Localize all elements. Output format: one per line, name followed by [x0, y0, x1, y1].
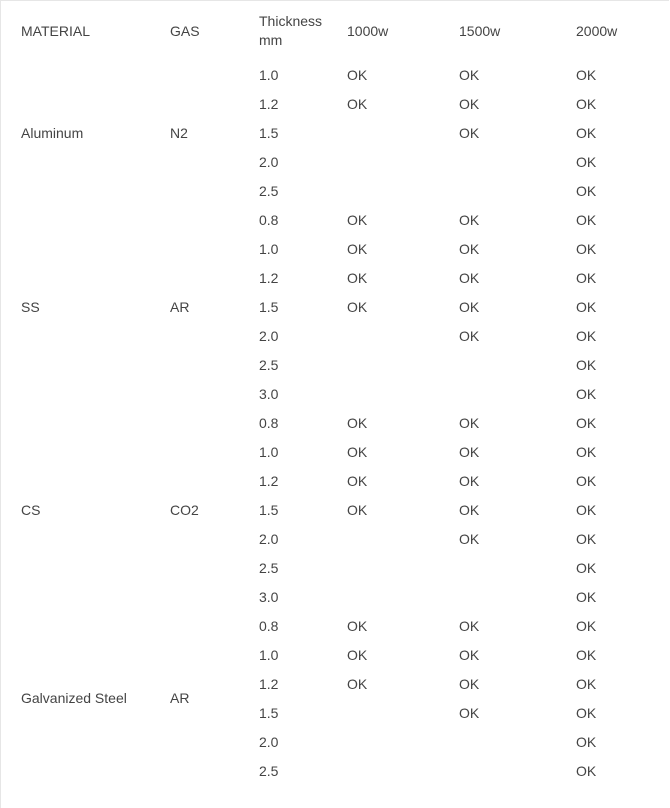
power-1500w-cell: OK	[459, 472, 480, 489]
thickness-cell: 2.5	[259, 762, 279, 779]
power-1500w-cell: OK	[459, 95, 480, 112]
thickness-cell: 0.8	[259, 414, 279, 431]
power-1500w-cell: OK	[459, 617, 480, 634]
cutting-capability-table	[12, 11, 662, 785]
thickness-cell: 0.8	[259, 617, 279, 634]
table-body	[12, 51, 662, 785]
power-1000w-cell: OK	[347, 472, 368, 489]
power-1000w-cell: OK	[347, 211, 368, 228]
power-1000w-cell: OK	[347, 617, 368, 634]
power-1500w-cell: OK	[459, 66, 480, 83]
power-1000w-cell: OK	[347, 269, 368, 286]
power-2000w-cell: OK	[576, 153, 597, 170]
header-thickness: Thickness mm	[259, 13, 323, 48]
power-1000w-cell	[338, 118, 450, 147]
power-1000w-cell: OK	[347, 66, 368, 83]
power-2000w-cell: OK	[576, 298, 597, 315]
power-1000w-cell	[338, 524, 450, 553]
thickness-cell: 1.0	[259, 240, 279, 257]
thickness-cell: 2.5	[259, 559, 279, 576]
gas-cell: CO2	[170, 501, 199, 518]
power-2000w-cell: OK	[576, 269, 597, 286]
power-1000w-cell: OK	[347, 675, 368, 692]
thickness-cell: 1.2	[259, 472, 279, 489]
power-2000w-cell: OK	[576, 501, 597, 518]
power-1000w-cell	[338, 756, 450, 785]
thickness-cell: 1.2	[259, 95, 279, 112]
power-1000w-cell	[338, 350, 450, 379]
thickness-cell: 0.8	[259, 211, 279, 228]
power-2000w-cell: OK	[576, 733, 597, 750]
material-cell: CS	[21, 501, 41, 518]
power-2000w-cell: OK	[576, 762, 597, 779]
power-2000w-cell: OK	[576, 414, 597, 431]
power-2000w-cell: OK	[576, 211, 597, 228]
power-1000w-cell	[338, 321, 450, 350]
power-1500w-cell: OK	[459, 414, 480, 431]
power-1500w-cell	[450, 147, 567, 176]
header-2000w: 2000w	[576, 23, 618, 39]
thickness-cell: 1.5	[259, 704, 279, 721]
thickness-cell: 3.0	[259, 588, 279, 605]
table-header	[12, 11, 662, 51]
power-1500w-cell: OK	[459, 704, 480, 721]
power-1500w-cell: OK	[459, 501, 480, 518]
header-spacer	[12, 51, 662, 60]
power-1500w-cell: OK	[459, 124, 480, 141]
thickness-cell: 1.2	[259, 675, 279, 692]
power-1500w-cell: OK	[459, 211, 480, 228]
power-2000w-cell: OK	[576, 240, 597, 257]
thickness-cell: 1.0	[259, 646, 279, 663]
power-1500w-cell: OK	[459, 530, 480, 547]
header-1000w: 1000w	[347, 23, 389, 39]
header-gas: GAS	[170, 23, 200, 39]
table-row	[12, 60, 662, 89]
power-1500w-cell	[450, 176, 567, 205]
power-1000w-cell	[338, 176, 450, 205]
power-1000w-cell	[338, 379, 450, 408]
power-2000w-cell: OK	[576, 356, 597, 373]
power-1000w-cell: OK	[347, 646, 368, 663]
power-2000w-cell: OK	[576, 385, 597, 402]
power-2000w-cell: OK	[576, 472, 597, 489]
header-row	[12, 11, 662, 51]
power-2000w-cell: OK	[576, 124, 597, 141]
header-1500w: 1500w	[459, 23, 501, 39]
table-row	[12, 611, 662, 640]
material-cell: SS	[21, 298, 40, 315]
power-1500w-cell: OK	[459, 269, 480, 286]
power-2000w-cell: OK	[576, 66, 597, 83]
power-1500w-cell	[450, 553, 567, 582]
power-1500w-cell	[450, 727, 567, 756]
thickness-cell: 1.0	[259, 66, 279, 83]
power-1500w-cell: OK	[459, 443, 480, 460]
power-2000w-cell: OK	[576, 327, 597, 344]
power-1500w-cell	[450, 756, 567, 785]
power-1000w-cell	[338, 553, 450, 582]
power-2000w-cell: OK	[576, 530, 597, 547]
power-1500w-cell: OK	[459, 240, 480, 257]
thickness-cell: 2.0	[259, 153, 279, 170]
thickness-cell: 1.0	[259, 443, 279, 460]
power-1000w-cell: OK	[347, 298, 368, 315]
thickness-cell: 2.5	[259, 182, 279, 199]
power-1000w-cell	[338, 727, 450, 756]
power-2000w-cell: OK	[576, 704, 597, 721]
material-cell: Aluminum	[21, 124, 84, 141]
power-2000w-cell: OK	[576, 443, 597, 460]
gas-cell: AR	[170, 298, 190, 315]
thickness-cell: 1.5	[259, 124, 279, 141]
thickness-cell: 2.0	[259, 530, 279, 547]
table-row	[12, 205, 662, 234]
power-2000w-cell: OK	[576, 559, 597, 576]
power-1000w-cell	[338, 698, 450, 727]
power-1000w-cell: OK	[347, 501, 368, 518]
table-row	[12, 408, 662, 437]
power-1500w-cell: OK	[459, 675, 480, 692]
thickness-cell: 2.0	[259, 327, 279, 344]
thickness-cell: 3.0	[259, 385, 279, 402]
power-1500w-cell: OK	[459, 646, 480, 663]
power-2000w-cell: OK	[576, 617, 597, 634]
power-1000w-cell: OK	[347, 414, 368, 431]
gas-cell: AR	[170, 690, 190, 706]
power-1500w-cell	[450, 350, 567, 379]
power-2000w-cell: OK	[576, 675, 597, 692]
power-1500w-cell: OK	[459, 298, 480, 315]
power-2000w-cell: OK	[576, 182, 597, 199]
power-1500w-cell	[450, 379, 567, 408]
thickness-cell: 1.5	[259, 298, 279, 315]
material-cell: Galvanized Steel	[21, 690, 127, 706]
gas-cell: N2	[170, 124, 188, 141]
thickness-cell: 2.0	[259, 733, 279, 750]
power-1500w-cell: OK	[459, 327, 480, 344]
power-2000w-cell: OK	[576, 588, 597, 605]
power-1000w-cell	[338, 147, 450, 176]
power-1000w-cell: OK	[347, 240, 368, 257]
thickness-cell: 2.5	[259, 356, 279, 373]
power-1000w-cell: OK	[347, 95, 368, 112]
power-2000w-cell: OK	[576, 95, 597, 112]
header-material: MATERIAL	[21, 23, 90, 39]
power-1500w-cell	[450, 582, 567, 611]
thickness-cell: 1.2	[259, 269, 279, 286]
power-2000w-cell: OK	[576, 646, 597, 663]
thickness-cell: 1.5	[259, 501, 279, 518]
power-1000w-cell: OK	[347, 443, 368, 460]
power-1000w-cell	[338, 582, 450, 611]
